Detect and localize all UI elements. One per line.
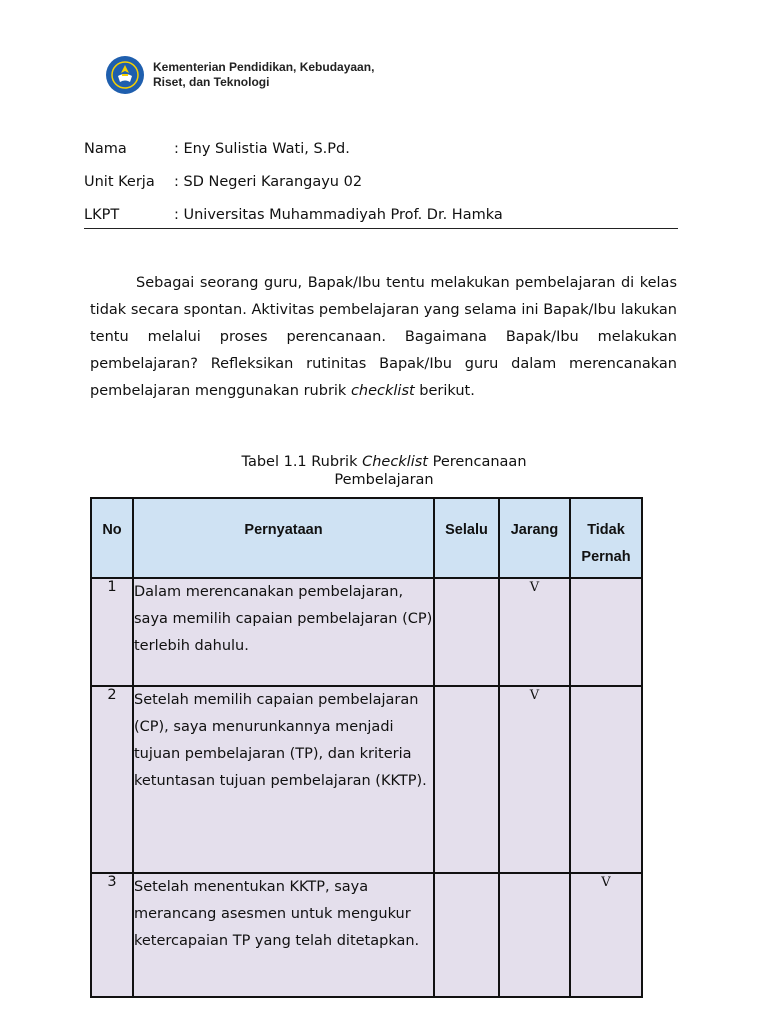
- caption-italic: Checklist: [362, 454, 428, 470]
- identity-value: : Eny Sulistia Wati, S.Pd.: [174, 141, 350, 157]
- check-tidak-pernah[interactable]: V: [570, 873, 642, 997]
- check-selalu[interactable]: [434, 873, 499, 997]
- intro-text-end: berikut.: [414, 383, 475, 399]
- identity-value: : SD Negeri Karangayu 02: [174, 174, 363, 190]
- row-statement: Setelah menentukan KKTP, saya merancang asesmen untuk mengukur ketercapaian TP yang telah ditetapkan.: [133, 873, 434, 997]
- header-rarely: Jarang: [499, 498, 570, 578]
- identity-value: : Universitas Muhammadiyah Prof. Dr. Hamka: [174, 207, 503, 223]
- row-number: 3: [91, 873, 133, 997]
- caption-prefix: Tabel 1.1 Rubrik: [241, 454, 363, 470]
- check-jarang[interactable]: V: [499, 578, 570, 686]
- intro-italic: checklist: [350, 383, 415, 399]
- ministry-name-line1: Kementerian Pendidikan, Kebudayaan,: [153, 60, 375, 74]
- check-jarang[interactable]: V: [499, 686, 570, 873]
- identity-row-unit-kerja: [84, 171, 678, 204]
- identity-label: Nama: [84, 141, 127, 157]
- identity-label: Unit Kerja: [84, 174, 155, 190]
- identity-row-lkpt: [84, 204, 678, 237]
- identity-block: [84, 138, 678, 229]
- header-always: Selalu: [434, 498, 499, 578]
- rubric-table: [90, 497, 643, 998]
- table-caption: [230, 453, 538, 489]
- header-no: No: [91, 498, 133, 578]
- ministry-name: [153, 60, 374, 90]
- table-row: [91, 578, 642, 686]
- check-tidak-pernah[interactable]: [570, 686, 642, 873]
- intro-text: Sebagai seorang guru, Bapak/Ibu tentu melakukan pembelajaran di kelas tidak secara spontan. Aktivitas pembelajaran yang selama ini Bapak/Ibu lakukan tentu melalui proses perencanaan. Bagaimana Bapak/Ibu melakukan pembelajaran? Refleksikan rutinitas Bapak/Ibu guru dalam merencanakan pembelajaran menggunakan rubrik: [90, 275, 677, 399]
- tut-wuri-handayani-emblem-icon: [106, 56, 144, 94]
- row-number: 1: [91, 578, 133, 686]
- identity-row-nama: [84, 138, 678, 171]
- ministry-name-line2: Riset, dan Teknologi: [153, 75, 270, 89]
- check-selalu[interactable]: [434, 686, 499, 873]
- header-statement: Pernyataan: [133, 498, 434, 578]
- intro-paragraph: [90, 270, 677, 405]
- table-row: [91, 873, 642, 997]
- caption-line2: Pembelajaran: [334, 472, 434, 488]
- row-statement: Setelah memilih capaian pembelajaran (CP), saya menurunkannya menjadi tujuan pembelajaran (TP), dan kriteria ketuntasan tujuan pembelajaran (KKTP).: [133, 686, 434, 873]
- identity-label: LKPT: [84, 207, 120, 223]
- caption-suffix: Perencanaan: [427, 454, 527, 470]
- ministry-logo: [106, 56, 374, 94]
- table-row: [91, 686, 642, 873]
- header-never: Tidak Pernah: [570, 498, 642, 578]
- row-statement: Dalam merencanakan pembelajaran, saya memilih capaian pembelajaran (CP) terlebih dahulu.: [133, 578, 434, 686]
- row-number: 2: [91, 686, 133, 873]
- check-selalu[interactable]: [434, 578, 499, 686]
- table-header-row: [91, 498, 642, 578]
- check-jarang[interactable]: [499, 873, 570, 997]
- check-tidak-pernah[interactable]: [570, 578, 642, 686]
